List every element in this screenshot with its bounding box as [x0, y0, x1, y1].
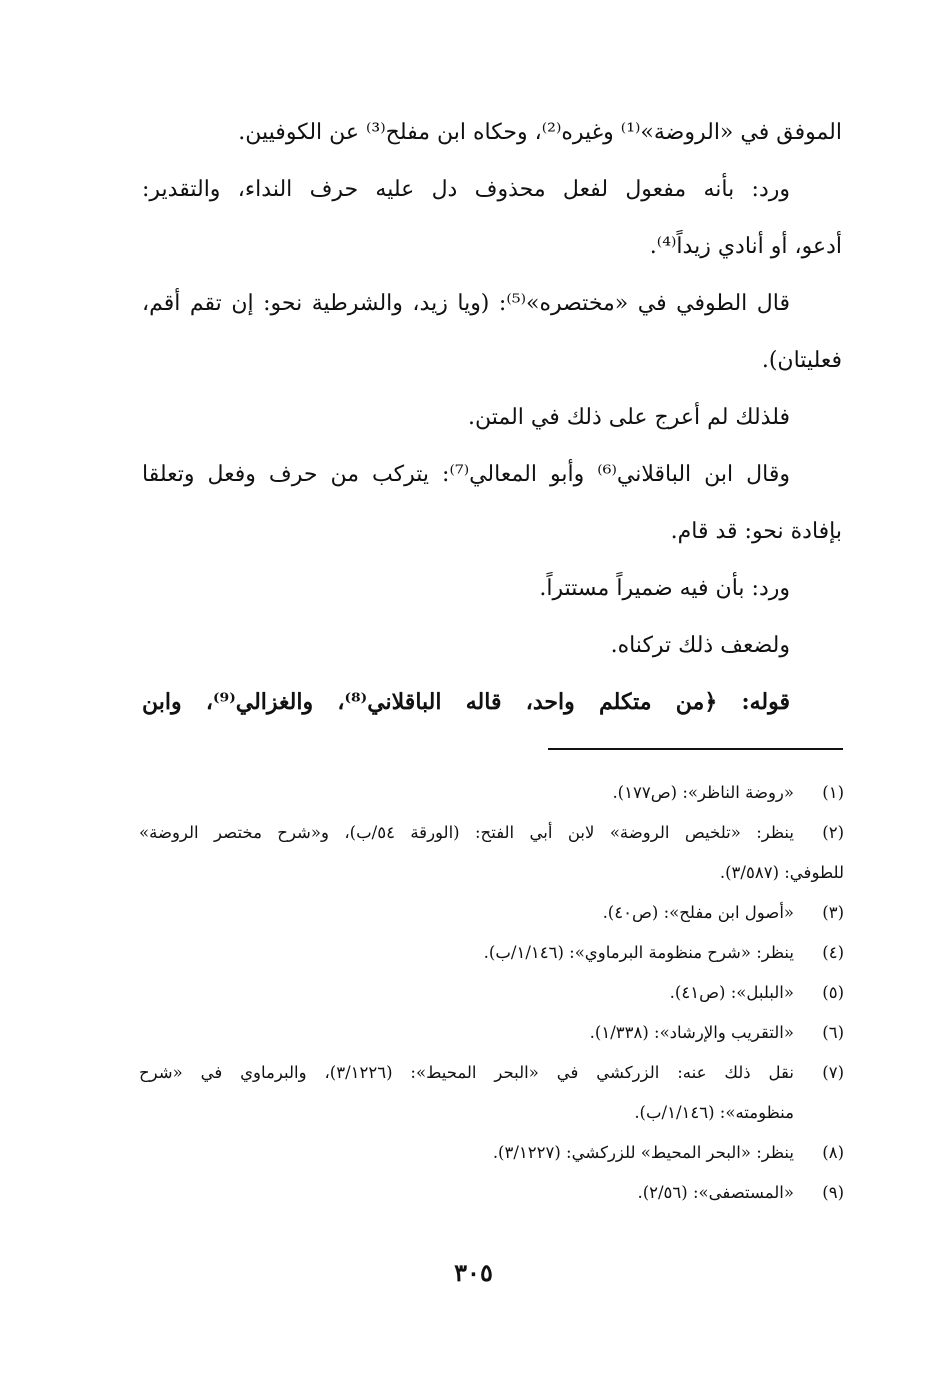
footnote-text: منظومته»: (١/١٤٦/ب).: [634, 1103, 794, 1122]
footnote-number: (٤): [822, 943, 844, 962]
footnote: [139, 813, 844, 893]
text-line: أدعو، أو أنادي زيداً⁽⁴⁾.: [649, 234, 842, 259]
footnote-number: (٦): [822, 1023, 844, 1042]
footnote-number: (٢): [822, 823, 844, 842]
text-line: الموفق في «الروضة»⁽¹⁾ وغيره⁽²⁾، وحكاه ابن مفلح⁽³⁾ عن الكوفيين.: [238, 120, 842, 145]
footnote-text: ينظر: «تلخيص الروضة» لابن أبي الفتح: (الورقة ٥٤/ب)، و«شرح مختصر الروضة»: [139, 823, 794, 842]
text-line: فعليتان).: [761, 348, 842, 373]
footnote-number: (٥): [822, 983, 844, 1002]
footnote: [139, 1053, 844, 1133]
main-text: [142, 104, 842, 731]
footnote: [139, 1013, 844, 1053]
footnote-text: «أصول ابن مفلح»: (ص٤٠).: [602, 903, 794, 922]
page-number: ٣٠٥: [454, 1258, 493, 1287]
quoted-text-line: قوله: ﴿من متكلم واحد، قاله الباقلاني⁽⁸⁾، والغزالي⁽⁹⁾، وابن: [142, 689, 791, 715]
footnote: [139, 933, 844, 973]
footnote-text: ينظر: «شرح منظومة البرماوي»: (١/١٤٦/ب).: [483, 943, 794, 962]
footnote: [139, 1173, 844, 1213]
text-line: ورد: بأنه مفعول لفعل محذوف دل عليه حرف النداء، والتقدير:: [142, 177, 790, 202]
footnotes: [139, 773, 844, 1213]
footnote-text: «روضة الناظر»: (ص١٧٧).: [612, 783, 794, 802]
footnote-text: نقل ذلك عنه: الزركشي في «البحر المحيط»: (٣/١٢٢٦)، والبرماوي في «شرح: [139, 1063, 794, 1082]
footnote: [139, 893, 844, 933]
text-line: وقال ابن الباقلاني⁽⁶⁾ وأبو المعالي⁽⁷⁾: يتركب من حرف وفعل وتعلقا: [142, 462, 790, 487]
text-line: بإفادة نحو: قد قام.: [670, 519, 842, 544]
footnote-number: (١): [822, 783, 844, 802]
footnote-separator: [548, 748, 843, 750]
footnote: [139, 1133, 844, 1173]
footnote-number: (٧): [822, 1063, 844, 1082]
text-line: ورد: بأن فيه ضميراً مستتراً.: [539, 576, 790, 601]
footnote-text: «المستصفى»: (٢/٥٦).: [637, 1183, 794, 1202]
footnote-number: (٩): [822, 1183, 844, 1202]
text-line: فلذلك لم أعرج على ذلك في المتن.: [467, 405, 790, 430]
footnote-text: «البلبل»: (ص٤١).: [669, 983, 794, 1002]
footnote-text: ينظر: «البحر المحيط» للزركشي: (٣/١٢٢٧).: [492, 1143, 794, 1162]
footnote-text: «التقريب والإرشاد»: (١/٣٣٨).: [589, 1023, 794, 1042]
text-line: قال الطوفي في «مختصره»⁽⁵⁾: (ويا زيد، والشرطية نحو: إن تقم أقم،: [142, 291, 790, 316]
footnote-number: (٣): [822, 903, 844, 922]
footnote: [139, 773, 844, 813]
footnote-text: للطوفي: (٣/٥٨٧).: [719, 863, 844, 882]
footnote-number: (٨): [822, 1143, 844, 1162]
text-line: ولضعف ذلك تركناه.: [610, 633, 790, 658]
footnote: [139, 973, 844, 1013]
